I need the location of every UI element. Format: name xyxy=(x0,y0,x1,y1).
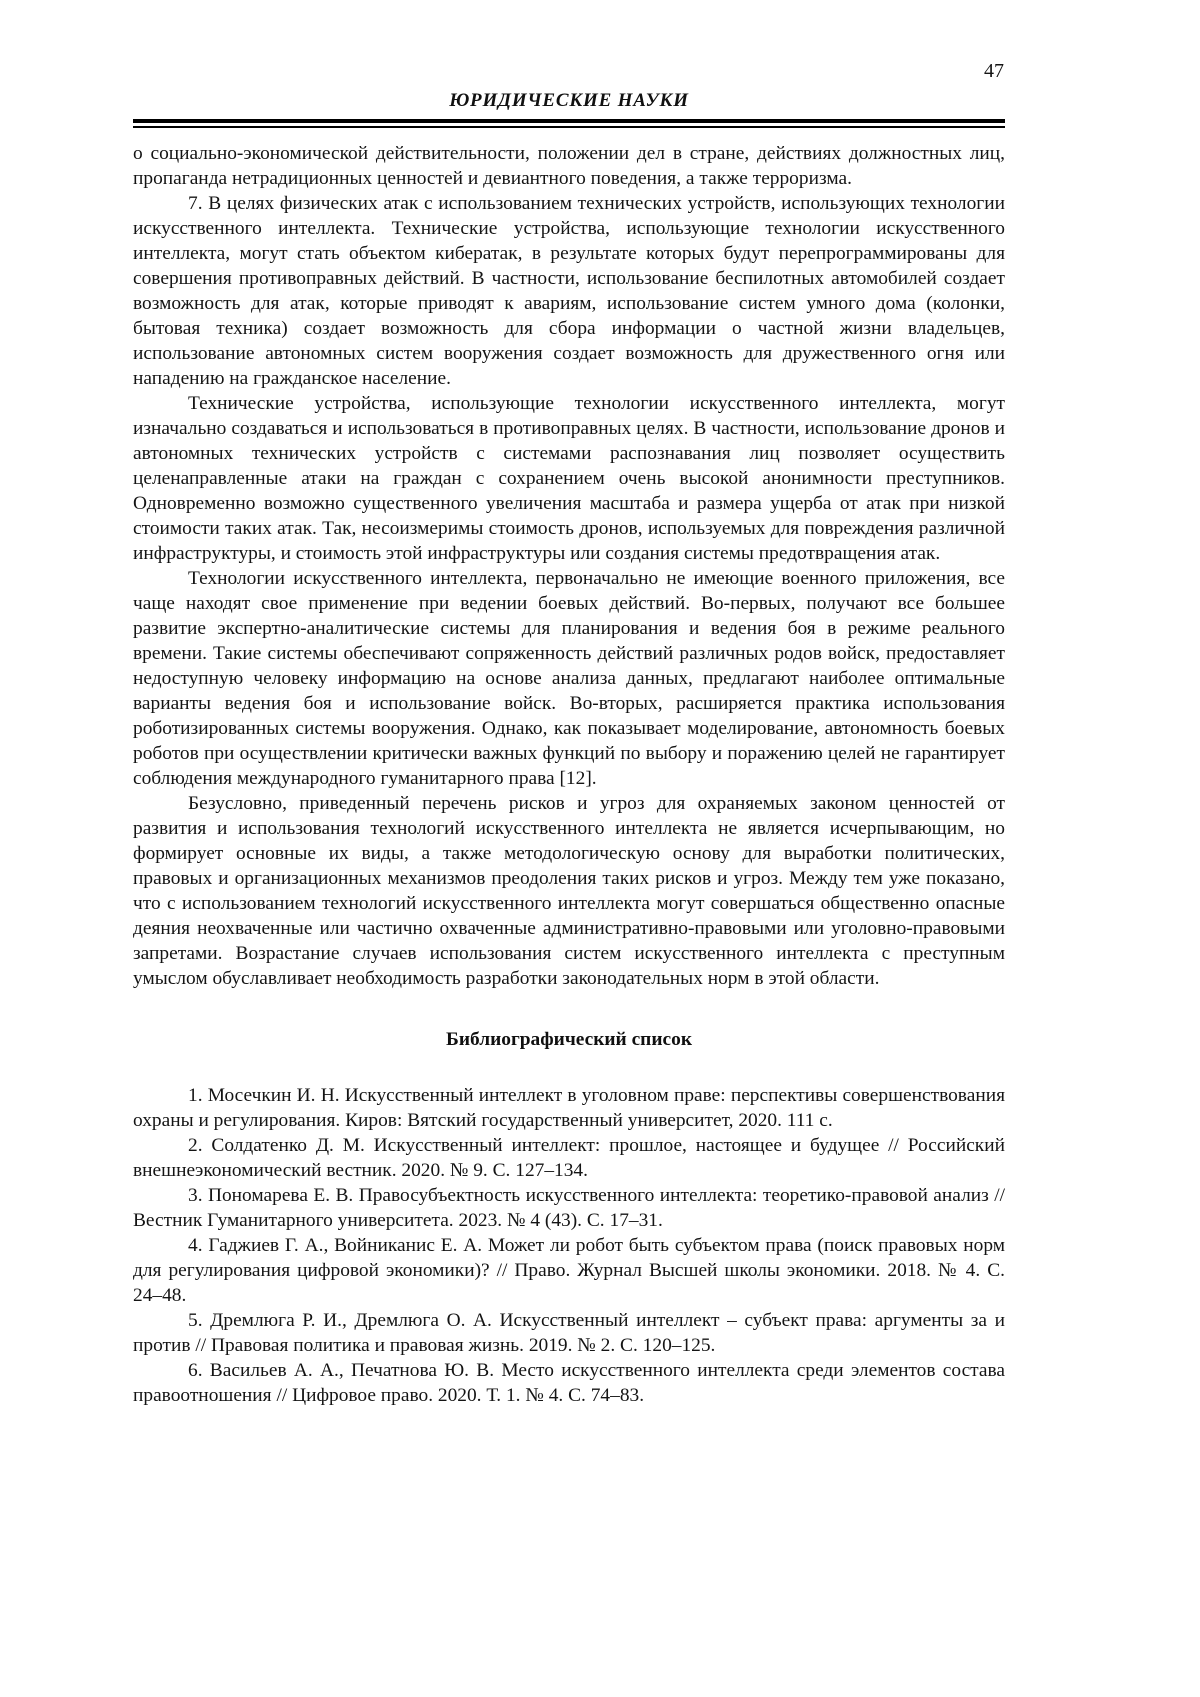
reference-item: 3. Пономарева Е. В. Правосубъектность искусственного интеллекта: теоретико-правовой анализ // Вестник Гуманитарного университета. 2023. № 4 (43). С. 17–31. xyxy=(133,1185,1005,1231)
reference-item: 4. Гаджиев Г. А., Войниканис Е. А. Может ли робот быть субъектом права (поиск правовых норм для регулирования цифровой экономики)? // Право. Журнал Высшей школы экономики. 2018. № 4. С. 24–48. xyxy=(133,1235,1005,1306)
reference-item: 2. Солдатенко Д. М. Искусственный интеллект: прошлое, настоящее и будущее // Российский внешнеэкономический вестник. 2020. № 9. С. 127–134. xyxy=(133,1135,1005,1181)
article-body xyxy=(133,141,1005,991)
reference-item: 1. Мосечкин И. Н. Искусственный интеллект в уголовном праве: перспективы совершенствования охраны и регулирования. Киров: Вятский государственный университет, 2020. 111 с. xyxy=(133,1085,1005,1131)
reference-item: 6. Васильев А. А., Печатнова Ю. В. Место искусственного интеллекта среди элементов состава правоотношения // Цифровое право. 2020. Т. 1. № 4. С. 74–83. xyxy=(133,1360,1005,1406)
reference-item: 5. Дремлюга Р. И., Дремлюга О. А. Искусственный интеллект – субъект права: аргументы за и против // Правовая политика и правовая жизнь. 2019. № 2. С. 120–125. xyxy=(133,1310,1005,1356)
header-rule xyxy=(133,119,1005,128)
running-header: ЮРИДИЧЕСКИЕ НАУКИ xyxy=(449,90,689,111)
paragraph: 7. В целях физических атак с использованием технических устройств, использующих технологии искусственного интеллекта. Технические устройства, использующие технологии искусственного интеллекта, могут стать объектом кибератак, в результате которых будут перепрограммированы для совершения противоправных действий. В частности, использование беспилотных автомобилей создает возможность для атак, которые приводят к авариям, использование систем умного дома (колонки, бытовая техника) создает возможность для сбора информации о частной жизни владельцев, использование автономных систем вооружения создает возможность для дружественного огня или нападению на гражданское население. xyxy=(133,193,1005,389)
paragraph-continuation: о социально-экономической действительности, положении дел в стране, действиях должностных лиц, пропаганда нетрадиционных ценностей и девиантного поведения, а также терроризма. xyxy=(133,143,1005,189)
page-number: 47 xyxy=(984,60,1004,82)
bibliography-title: Библиографический список xyxy=(446,1029,692,1050)
paragraph: Технические устройства, использующие технологии искусственного интеллекта, могут изначально создаваться и использоваться в противоправных целях. В частности, использование дронов и автономных технических устройств с системами распознавания лиц позволяет осуществить целенаправленные атаки на граждан с сохранением очень высокой анонимности преступников. Одновременно возможно существенного увеличения масштаба и размера ущерба от атак при низкой стоимости таких атак. Так, несоизмеримы стоимость дронов, используемых для повреждения различной инфраструктуры, и стоимость этой инфраструктуры или создания системы предотвращения атак. xyxy=(133,393,1005,564)
paragraph: Безусловно, приведенный перечень рисков и угроз для охраняемых законом ценностей от развития и использования технологий искусственного интеллекта не является исчерпывающим, но формирует основные их виды, а также методологическую основу для выработки политических, правовых и организационных механизмов преодоления таких рисков и угроз. Между тем уже показано, что с использованием технологий искусственного интеллекта могут совершаться общественно опасные деяния неохваченные или частично охваченные административно-правовыми или уголовно-правовыми запретами. Возрастание случаев использования систем искусственного интеллекта с преступным умыслом обуславливает необходимость разработки законодательных норм в этой области. xyxy=(133,793,1005,989)
bibliography-list xyxy=(133,1083,1005,1408)
paragraph: Технологии искусственного интеллекта, первоначально не имеющие военного приложения, все чаще находят свое применение при ведении боевых действий. Во-первых, получают все большее развитие экспертно-аналитические системы для планирования и ведения боя в режиме реального времени. Такие системы обеспечивают сопряженность действий различных родов войск, предоставляет недоступную человеку информацию на основе анализа данных, предлагают наиболее оптимальные варианты ведения боя и использование войск. Во-вторых, расширяется практика использования роботизированных системы вооружения. Однако, как показывает моделирование, автономность боевых роботов при осуществлении критически важных функций по выбору и поражению целей не гарантирует соблюдения международного гуманитарного права [12]. xyxy=(133,568,1005,789)
